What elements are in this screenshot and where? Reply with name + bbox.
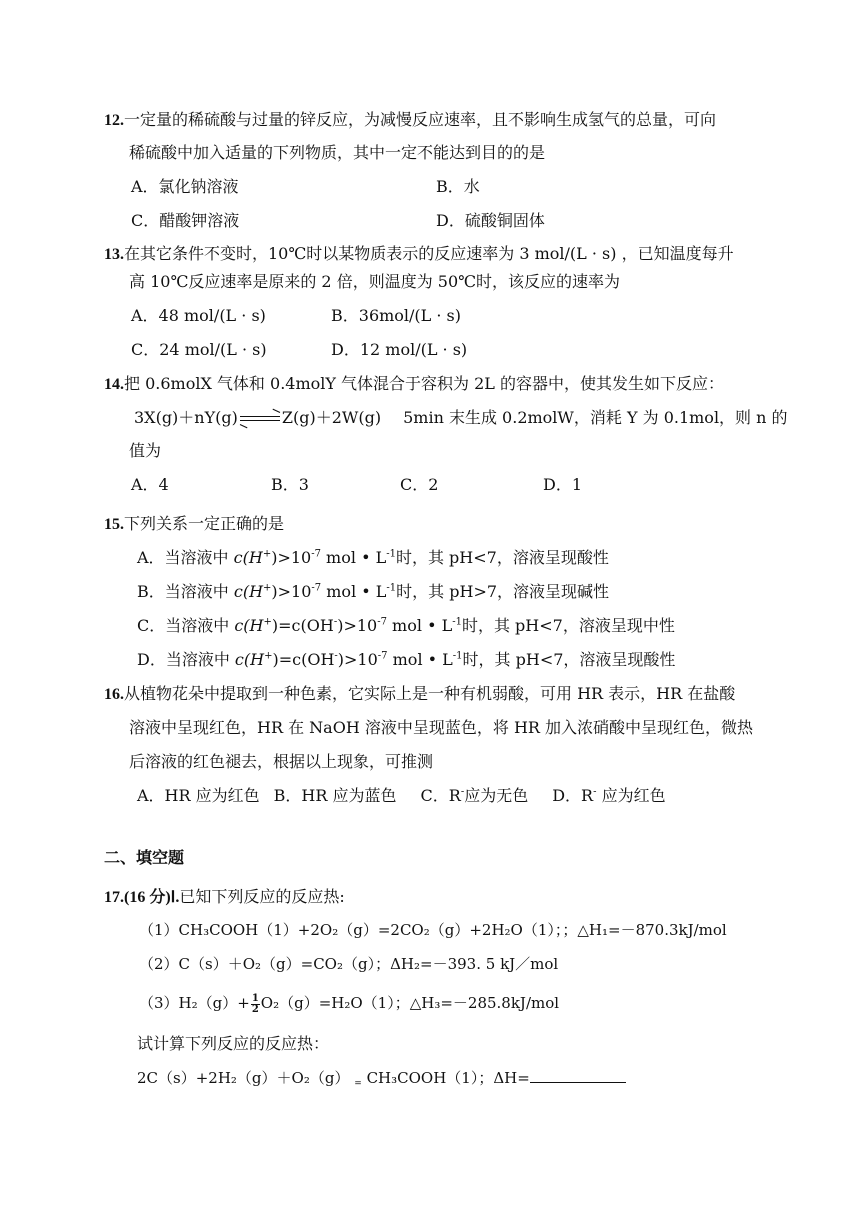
- q13-option-d: D．12 mol/(L · s): [331, 340, 468, 359]
- q16-option-d: D．R- 应为红色: [552, 786, 666, 805]
- q16-stem-line3: 后溶液的红色褪去，根据以上现象，可推测: [129, 752, 434, 771]
- q12-option-b: B．水: [436, 177, 480, 196]
- q16-option-c: C．R-应为无色: [420, 786, 529, 805]
- q15-stem-text: 下列关系一定正确的是: [124, 514, 285, 533]
- q15-option-a: A．当溶液中 $c(H^+)>10^{-7}$ mol • $L^{-1}$时，其 pH<7，溶液呈现酸性: [137, 548, 609, 567]
- q17-reaction-1: （1）CH₃COOH（1）+2O₂（g）=2CO₂（g）+2H₂O（1）；；△H₁=－870.3kJ/mol: [139, 921, 727, 939]
- q16-stem-line2: 溶液中呈现红色，HR 在 NaOH 溶液中呈现蓝色，将 HR 加入浓硝酸中呈现红色，微热: [129, 718, 754, 737]
- q12-stem-text1: 一定量的稀硫酸与过量的锌反应，为减慢反应速率，且不影响生成氢气的总量，可向: [124, 110, 717, 129]
- q14-option-d: D．1: [543, 475, 583, 494]
- q13-stem-line1: [104, 242, 734, 267]
- q15-stem-line: [104, 512, 284, 537]
- q13-stem-text1: 在其它条件不变时，10℃时以某物质表示的反应速率为 3 mol/(L · s) ，已知温度每升: [124, 244, 734, 263]
- q16-option-a: A．HR 应为红色: [137, 786, 260, 805]
- q16-stem-line1: [104, 682, 735, 707]
- one-half-fraction: $\frac{1}{2}$: [251, 992, 259, 1015]
- q17-calc-instruction: 试计算下列反应的反应热：: [137, 1034, 330, 1053]
- q17-header-line: [104, 885, 345, 910]
- q13-option-a: A．48 mol/(L · s): [131, 306, 266, 325]
- q17-score: (16 分)Ⅰ.: [124, 889, 180, 906]
- q12-stem-line2: 稀硫酸中加入适量的下列物质，其中一定不能达到目的的是: [129, 143, 546, 162]
- q14-equation-line: [134, 406, 788, 430]
- q15-option-b: B．当溶液中 $c(H^+)>10^{-7}$ mol • $L^{-1}$时，其 pH>7，溶液呈现碱性: [137, 582, 610, 601]
- q14-option-b: B．3: [271, 475, 309, 494]
- q17-target-reaction: 2C（s）+2H₂（g）＋O₂（g） $_=$ CH₃COOH（1）；ΔH=: [137, 1066, 626, 1096]
- q15-option-d: D．当溶液中 $c(H^+)=c(OH^-)>10^{-7}$ mol • $L^{-1}$时，其 pH<7，溶液呈现酸性: [137, 650, 676, 669]
- q12-option-a: A．氯化钠溶液: [131, 177, 239, 196]
- q14-equation-left: 3X(g)＋nY(g): [134, 408, 238, 427]
- q14-option-c: C．2: [400, 475, 439, 494]
- q15-option-c: C．当溶液中 $c(H^+)=c(OH^-)>10^{-7}$ mol • $L^{-1}$时，其 pH<7，溶液呈现中性: [137, 616, 675, 635]
- q12-number: 12.: [104, 112, 124, 129]
- q17-reaction-3: （3）H₂（g）+ $\frac{1}{2}$ O₂（g）=H₂O（1）；△H₃=－285.8kJ/mol: [139, 992, 560, 1015]
- q13-option-c: C．24 mol/(L · s): [131, 340, 267, 359]
- q16-number: 16.: [104, 686, 124, 703]
- q14-equation-right: Z(g)＋2W(g): [281, 408, 382, 427]
- q12-option-c: C．醋酸钾溶液: [131, 211, 240, 230]
- q13-option-b: B．36mol/(L · s): [331, 306, 462, 325]
- answer-blank[interactable]: [530, 1066, 626, 1083]
- q12-option-d: D．硫酸铜固体: [436, 211, 545, 230]
- q14-equation-tail: 5min 末生成 0.2molW，消耗 Y 为 0.1mol，则 n 的: [403, 408, 788, 427]
- q14-number: 14.: [104, 376, 124, 393]
- q12-stem-line1: [104, 108, 716, 133]
- q17-header-text: 已知下列反应的反应热:: [179, 887, 345, 906]
- q17-number: 17.: [104, 889, 124, 906]
- q16-stem-text1: 从植物花朵中提取到一种色素，它实际上是一种有机弱酸，可用 HR 表示，HR 在盐酸: [124, 684, 736, 703]
- q14-stem-line1: [104, 372, 724, 397]
- q13-stem-line2: 高 10℃反应速率是原来的 2 倍，则温度为 50℃时，该反应的速率为: [129, 272, 621, 291]
- equilibrium-arrow-icon: [240, 414, 280, 424]
- q14-stem-line3: 值为: [129, 441, 162, 460]
- q13-number: 13.: [104, 246, 124, 263]
- q14-stem-text1: 把 0.6molX 气体和 0.4molY 气体混合于容积为 2L 的容器中，使其发生如下反应：: [124, 374, 725, 393]
- q14-option-a: A．4: [131, 475, 169, 494]
- q15-number: 15.: [104, 516, 124, 533]
- q17-reaction-2: （2）C（s）＋O₂（g）=CO₂（g）；ΔH₂=－393. 5 kJ／mol: [139, 955, 559, 973]
- q16-option-b: B．HR 应为蓝色: [273, 786, 397, 805]
- section-heading-fill-in: 二、填空题: [104, 848, 185, 867]
- q16-options-line: [137, 784, 666, 808]
